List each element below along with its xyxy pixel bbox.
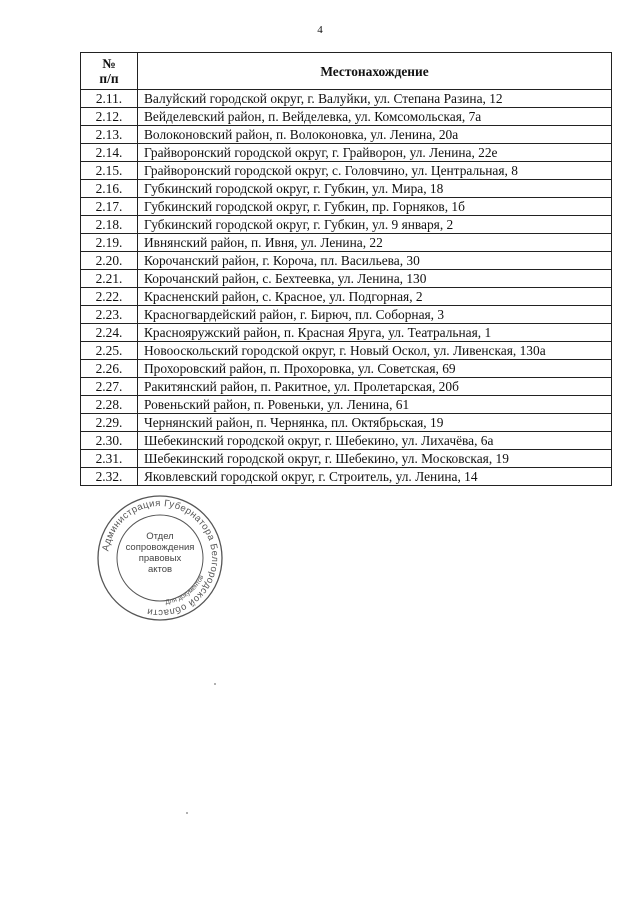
row-number: 2.24. — [81, 324, 138, 342]
table-row — [81, 162, 612, 180]
stamp-line: сопровождения — [125, 542, 195, 553]
row-location: Прохоровский район, п. Прохоровка, ул. Советская, 69 — [138, 360, 612, 378]
table-row — [81, 468, 612, 486]
table-row — [81, 252, 612, 270]
row-location: Валуйский городской округ, г. Валуйки, ул. Степана Разина, 12 — [138, 90, 612, 108]
row-location: Ровеньский район, п. Ровеньки, ул. Ленина, 61 — [138, 396, 612, 414]
row-number: 2.31. — [81, 450, 138, 468]
row-number: 2.32. — [81, 468, 138, 486]
row-number: 2.22. — [81, 288, 138, 306]
row-location: Волоконовский район, п. Волоконовка, ул. Ленина, 20а — [138, 126, 612, 144]
row-location: Корочанский район, г. Короча, пл. Васильева, 30 — [138, 252, 612, 270]
header-location: Местонахождение — [138, 53, 612, 90]
table-row — [81, 234, 612, 252]
row-location: Новооскольский городской округ, г. Новый Оскол, ул. Ливенская, 130а — [138, 342, 612, 360]
row-number: 2.15. — [81, 162, 138, 180]
stamp-line: актов — [147, 564, 173, 575]
row-number: 2.18. — [81, 216, 138, 234]
row-number: 2.14. — [81, 144, 138, 162]
row-number: 2.16. — [81, 180, 138, 198]
row-number: 2.17. — [81, 198, 138, 216]
header-number — [81, 53, 138, 90]
row-number: 2.27. — [81, 378, 138, 396]
row-location: Грайворонский городской округ, г. Грайворон, ул. Ленина, 22е — [138, 144, 612, 162]
table-row — [81, 414, 612, 432]
row-location: Красногвардейский район, г. Бирюч, пл. Соборная, 3 — [138, 306, 612, 324]
scan-dot — [186, 812, 188, 814]
row-location: Красненский район, с. Красное, ул. Подгорная, 2 — [138, 288, 612, 306]
row-number: 2.30. — [81, 432, 138, 450]
row-number: 2.23. — [81, 306, 138, 324]
table-header-row — [81, 53, 612, 90]
row-number: 2.26. — [81, 360, 138, 378]
table-row — [81, 396, 612, 414]
stamp-line: Отдел — [146, 531, 174, 542]
row-location: Корочанский район, с. Бехтеевка, ул. Ленина, 130 — [138, 270, 612, 288]
row-number: 2.21. — [81, 270, 138, 288]
row-number: 2.29. — [81, 414, 138, 432]
table-row — [81, 216, 612, 234]
header-number-text: № п/п — [99, 56, 119, 86]
scan-dot — [214, 683, 216, 685]
row-location: Губкинский городской округ, г. Губкин, ул. 9 января, 2 — [138, 216, 612, 234]
row-location: Губкинский городской округ, г. Губкин, пр. Горняков, 1б — [138, 198, 612, 216]
stamp-inner-text-path: Для документов — [164, 574, 206, 606]
table-row — [81, 198, 612, 216]
row-number: 2.25. — [81, 342, 138, 360]
row-location: Краснояружский район, п. Красная Яруга, ул. Театральная, 1 — [138, 324, 612, 342]
table-row — [81, 450, 612, 468]
row-number: 2.11. — [81, 90, 138, 108]
table-row — [81, 342, 612, 360]
table-row — [81, 360, 612, 378]
table-row — [81, 270, 612, 288]
table-row — [81, 324, 612, 342]
row-location: Шебекинский городской округ, г. Шебекино, ул. Московская, 19 — [138, 450, 612, 468]
stamp-ring-text-path: Администрация Губернатора Белгородской области — [100, 497, 221, 619]
table-row — [81, 306, 612, 324]
page-number: 4 — [317, 24, 323, 36]
table-row — [81, 90, 612, 108]
row-location: Ракитянский район, п. Ракитное, ул. Пролетарская, 20б — [138, 378, 612, 396]
stamp-center-text — [95, 531, 225, 575]
row-number: 2.12. — [81, 108, 138, 126]
table-row — [81, 378, 612, 396]
table-row — [81, 288, 612, 306]
row-location: Грайворонский городской округ, с. Головчино, ул. Центральная, 8 — [138, 162, 612, 180]
official-stamp — [95, 493, 225, 623]
row-location: Ивнянский район, п. Ивня, ул. Ленина, 22 — [138, 234, 612, 252]
row-location: Чернянский район, п. Чернянка, пл. Октябрьская, 19 — [138, 414, 612, 432]
locations-table — [80, 52, 612, 486]
row-number: 2.20. — [81, 252, 138, 270]
table-row — [81, 180, 612, 198]
table-body — [81, 90, 612, 486]
row-number: 2.13. — [81, 126, 138, 144]
row-location: Яковлевский городской округ, г. Строитель, ул. Ленина, 14 — [138, 468, 612, 486]
table-row — [81, 432, 612, 450]
row-location: Вейделевский район, п. Вейделевка, ул. Комсомольская, 7а — [138, 108, 612, 126]
row-location: Шебекинский городской округ, г. Шебекино, ул. Лихачёва, 6а — [138, 432, 612, 450]
table-row — [81, 126, 612, 144]
table-row — [81, 108, 612, 126]
row-location: Губкинский городской округ, г. Губкин, ул. Мира, 18 — [138, 180, 612, 198]
table-row — [81, 144, 612, 162]
row-number: 2.28. — [81, 396, 138, 414]
row-number: 2.19. — [81, 234, 138, 252]
stamp-line: правовых — [138, 553, 182, 564]
